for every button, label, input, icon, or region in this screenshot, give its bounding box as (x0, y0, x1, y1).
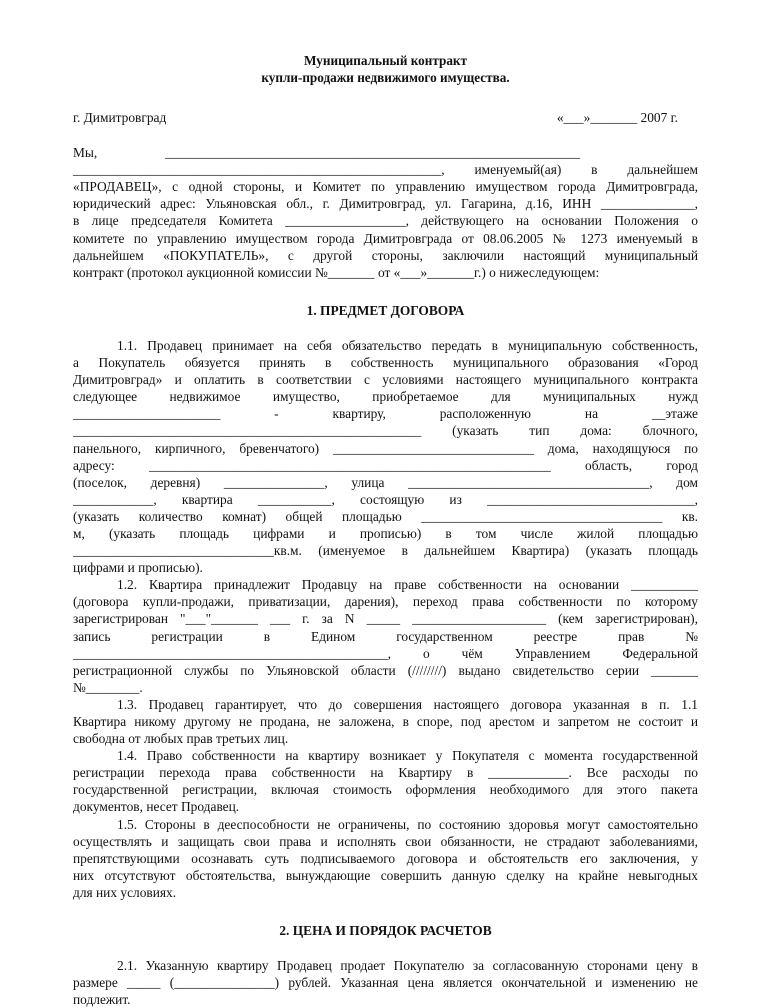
preamble-line: дальнейшем «ПОКУПАТЕЛЬ», с другой стороны, заключили настоящий муниципальный (73, 247, 698, 263)
clause-line: документов, несет Продавец. (73, 799, 240, 815)
clause-line: зарегистрирован "___"_______ ___ г. за N _____ ____________________ (кем зарегистрирован), (73, 611, 698, 627)
contract-title-line-1: Муниципальный контракт (304, 53, 467, 68)
preamble-line: контракт (протокол аукционной комиссии №_______ от «___»_______г.) о нижеследующем: (73, 264, 600, 280)
clause-line: ______________________________кв.м. (именуемое в дальнейшем Квартира) (указать площадь (73, 543, 698, 559)
clause-line: панельного, кирпичного, бревенчатого) ______________________________ дома, находящуюся по (73, 440, 698, 456)
clause-line: ______________________ - квартиру, расположенную на __этаже (73, 406, 698, 422)
clause-line: регистрационной службы по Ульяновской области (////////) выдано свидетельство серии _______ (73, 662, 698, 678)
city-date-row (73, 109, 698, 126)
clause-line: следующее недвижимое имущество, приобретаемое для муниципальных нужд (73, 389, 698, 405)
clause-1-5 (73, 816, 698, 901)
clause-line: Димитровград» и оплатить в соответствии с условиями настоящего муниципального контракта (73, 372, 698, 388)
preamble-line: юридический адрес: Ульяновская обл., г. Димитровград, ул. Гагарина, д.16, ИНН ______________, (73, 196, 698, 212)
preamble-first-line (73, 144, 698, 161)
contract-title-line-2: купли-продажи недвижимого имущества. (261, 70, 510, 85)
clause-line: запись регистрации в Едином государственном реестре прав № (73, 628, 698, 644)
preamble-line: _______________________________________________________, именуемый(ая) в дальнейшем (73, 162, 698, 178)
clause-line: осуществлять и защищать свои права и исполнять свои обязанности, не страдают заболеваниями, (73, 833, 698, 849)
clause-line: ____________________________________________________ (указать тип дома: блочного, (73, 423, 698, 439)
clause-1-1 (73, 337, 698, 576)
clause-line: 1.2. Квартира принадлежит Продавцу на праве собственности на основании __________ (117, 577, 698, 593)
clause-line: 1.5. Стороны в дееспособности не ограничены, по состоянию здоровья могут самостоятельно (117, 816, 698, 832)
clause-line: _______________________________________________, о чём Управлением Федеральной (73, 645, 698, 661)
clause-line: государственной регистрации, включая стоимость оформления необходимого для этого пакета (73, 782, 698, 798)
clause-line: препятствующими осознавать суть подписываемого договора и обстоятельств его заключения, у (73, 850, 698, 866)
clause-line: Квартира никому другому не продана, не заложена, в споре, под арестом и запретом не состоит и (73, 714, 698, 729)
preamble-line: комитете по управлению имуществом города Димитровграда от 08.06.2005 № 1273 именуемый в (73, 230, 698, 246)
clause-line: для них условиях. (73, 884, 177, 900)
contract-date: «___»_______ 2007 г. (556, 110, 678, 125)
clause-line: 1.4. Право собственности на квартиру возникает у Покупателя с момента государственной (117, 748, 698, 764)
preamble-we: Мы, (73, 145, 98, 161)
section-2-title: 2. ЦЕНА И ПОРЯДОК РАСЧЕТОВ (279, 923, 492, 939)
section-1-title: 1. ПРЕДМЕТ ДОГОВОРА (306, 302, 465, 318)
city: г. Димитровград (73, 110, 167, 125)
clause-line: подлежит. (73, 992, 131, 1008)
clause-line: них отсутствуют обстоятельства, вынуждающие совершить данную сделку на крайне невыгодных (73, 867, 698, 883)
preamble-line: «ПРОДАВЕЦ», с одной стороны, и Комитет по управлению имуществом города Димитровграда, (73, 179, 698, 195)
clause-line: ____________, квартира ___________, состоящую из _______________________________, (73, 491, 698, 507)
clause-line: м, (указать площадь цифрами и прописью) в том числе жилой площадью (73, 525, 698, 541)
clause-line: (договора купли-продажи, приватизации, дарения), переход права собственности по которому (73, 594, 698, 610)
clause-line: регистрации перехода права собственности на Квартиру в ____________. Все расходы по (73, 765, 698, 781)
clause-line: 2.1. Указанную квартиру Продавец продает Покупателю за согласованную сторонами цену в (117, 958, 698, 974)
clause-line: (указать количество комнат) общей площадью ____________________________________ кв. (73, 508, 698, 524)
clause-line: 1.1. Продавец принимает на себя обязательство передать в муниципальную собственность, (117, 337, 698, 353)
clause-1-4 (73, 747, 698, 815)
clause-line: 1.3. Продавец гарантирует, что до совершения настоящего договора указанная в п. 1.1 (117, 696, 698, 712)
clause-line: свободна от любых прав третьих лиц. (73, 731, 289, 747)
clause-1-3 (73, 696, 698, 747)
preamble (73, 144, 698, 281)
clause-line: №________. (73, 679, 143, 695)
clause-2-1 (73, 957, 698, 1008)
clause-line: размере _____ (_______________) рублей. Указанная цена является окончательной и изменению не (73, 975, 698, 991)
preamble-line: в лице председателя Комитета __________________, действующего на основании Положения о (73, 213, 698, 229)
clause-line: (поселок, деревня) _______________, улица ____________________________________, дом (73, 474, 698, 490)
clause-line: цифрами и прописью). (73, 560, 203, 576)
seller-name-blank: ______________________________________________________________ (165, 145, 581, 161)
clause-line: а Покупатель обязуется принять в собственность муниципального образования «Город (73, 355, 698, 371)
clause-line: адресу: ____________________________________________________________ область, город (73, 457, 698, 473)
clause-1-2 (73, 576, 698, 696)
contract-title (73, 52, 698, 86)
